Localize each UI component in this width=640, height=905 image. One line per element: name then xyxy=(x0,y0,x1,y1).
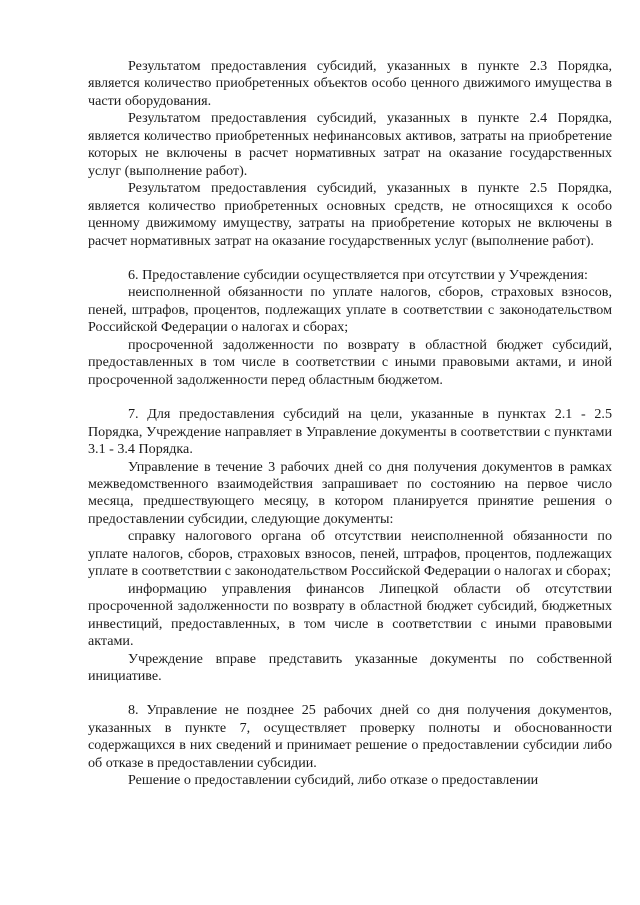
paragraph-7-request: Управление в течение 3 рабочих дней со дня получения документов в рамках межведомственного взаимодействия запрашивает по состоянию на первое число месяца, предшествующего месяцу, в котором планируется принятие решения о предоставлении субсидии, следующие документы: xyxy=(88,458,612,527)
paragraph-6-unpaid-taxes: неисполненной обязанности по уплате налогов, сборов, страховых взносов, пеней, штрафов, процентов, подлежащих уплате в соответствии с законодательством Российской Федерации о налогах и сборах; xyxy=(88,284,612,336)
paragraph-7-tax-certificate: справку налогового органа об отсутствии неисполненной обязанности по уплате налогов, сборов, страховых взносов, пеней, штрафов, процентов, подлежащих уплате в соответствии с законодательством Российской Федерации о налогах и сборах; xyxy=(88,528,612,580)
section-7-heading: 7. Для предоставления субсидий на цели, указанные в пунктах 2.1 - 2.5 Порядка, Учреждение направляет в Управление документы в соответствии с пунктами 3.1 - 3.4 Порядка. xyxy=(88,406,612,458)
section-6-heading: 6. Предоставление субсидии осуществляется при отсутствии у Учреждения: xyxy=(128,266,588,283)
paragraph-result-2-4: Результатом предоставления субсидий, указанных в пункте 2.4 Порядка, является количество приобретенных нефинансовых активов, затраты на приобретение которых не включены в расчет нормативных затрат на оказание государственных услуг (выполнение работ). xyxy=(88,110,612,179)
paragraph-7-finance-info: информацию управления финансов Липецкой области об отсутствии просроченной задолженности по возврату в областной бюджет субсидий, бюджетных инвестиций, предоставленных, в том числе в соответствии с иными правовыми актами. xyxy=(88,580,612,650)
paragraph-6-overdue-debt: просроченной задолженности по возврату в областной бюджет субсидий, предоставленных в том числе в соответствии с иными правовыми актами, и иной просроченной задолженности перед областным бюджетом. xyxy=(88,336,612,388)
paragraph-result-2-5: Результатом предоставления субсидий, указанных в пункте 2.5 Порядка, является количество приобретенных основных средств, не относящихся к особо ценному движимому имуществу, затраты на приобретение которых не включены в расчет нормативных затрат на оказание государственных услуг (выполнение работ). xyxy=(88,180,612,249)
paragraph-result-2-3: Результатом предоставления субсидий, указанных в пункте 2.3 Порядка, является количество приобретенных объектов особо ценного движимого имущества в части оборудования. xyxy=(88,58,612,109)
paragraph-8-decision: Решение о предоставлении субсидий, либо отказе о предоставлении xyxy=(128,772,539,789)
paragraph-7-own-initiative: Учреждение вправе представить указанные документы по собственной инициативе. xyxy=(88,650,612,684)
section-8-heading: 8. Управление не позднее 25 рабочих дней со дня получения документов, указанных в пункте 7, осуществляет проверку полноты и обоснованности содержащихся в них сведений и принимает решение о предоставлении субсидии либо об отказе в предоставлении субсидии. xyxy=(88,702,612,771)
document-page xyxy=(88,58,612,790)
